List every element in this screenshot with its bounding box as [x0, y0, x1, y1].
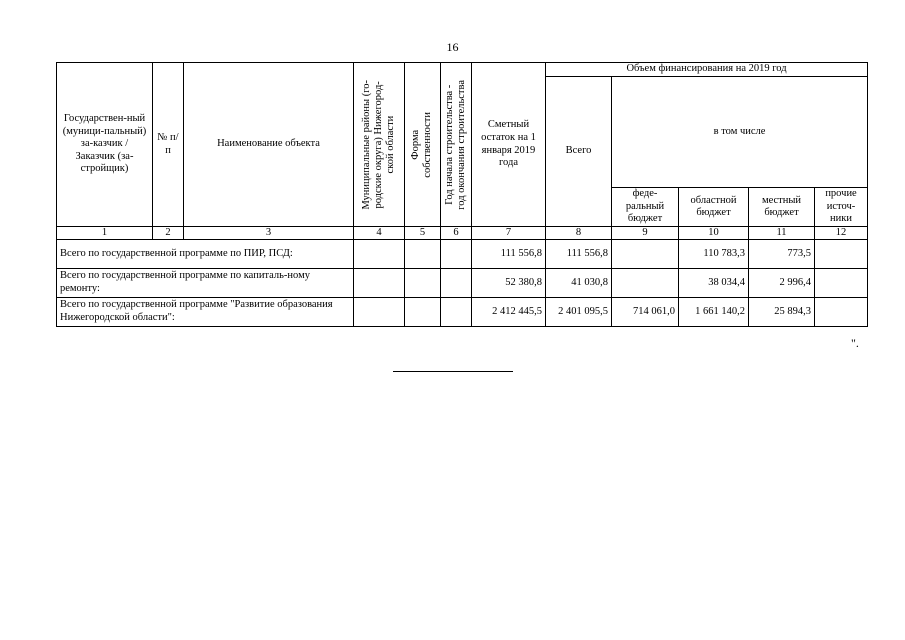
header-other: прочие источ-ники [815, 188, 868, 227]
row-label: Всего по государственной программе по ПИР, ПСД: [57, 240, 354, 269]
header-customer: Государствен-ный (муници-пальный) за-казчик / Заказчик (за-стройщик) [57, 63, 153, 227]
cell-districts [354, 298, 405, 327]
header-federal: феде-ральный бюджет [612, 188, 679, 227]
header-districts [354, 63, 405, 227]
cell-ownership [405, 298, 441, 327]
column-number: 6 [441, 227, 472, 240]
header-funding-group: Объем финансирования на 2019 год [546, 63, 868, 77]
table-row [57, 240, 868, 269]
column-number: 3 [184, 227, 354, 240]
cell-districts [354, 240, 405, 269]
header-local: местный бюджет [749, 188, 815, 227]
header-years-line: Год начала строительства - [443, 84, 455, 205]
cell-districts [354, 269, 405, 298]
header-districts-line: родские округа) Нижегород- [372, 80, 384, 209]
cell-total: 111 556,8 [546, 240, 612, 269]
cell-other [815, 269, 868, 298]
cell-ownership [405, 269, 441, 298]
column-number: 9 [612, 227, 679, 240]
end-divider [393, 371, 513, 372]
cell-regional: 38 034,4 [679, 269, 749, 298]
financing-table [56, 62, 868, 327]
column-number: 10 [679, 227, 749, 240]
header-ownership-line: собственности [422, 111, 434, 178]
cell-federal [612, 240, 679, 269]
cell-ownership [405, 240, 441, 269]
cell-other [815, 298, 868, 327]
cell-balance: 2 412 445,5 [472, 298, 546, 327]
cell-balance: 111 556,8 [472, 240, 546, 269]
header-years-line: год окончания строительства [456, 79, 467, 210]
row-label: Всего по государственной программе "Развитие образования Нижегородской области": [57, 298, 354, 327]
header-years [441, 63, 472, 227]
closing-quote-mark: ". [851, 336, 859, 350]
header-including: в том числе [612, 77, 868, 188]
header-districts-line: Муниципальные районы (го- [360, 79, 372, 210]
header-districts-line: ской области [385, 115, 397, 174]
cell-local: 2 996,4 [749, 269, 815, 298]
cell-local: 25 894,3 [749, 298, 815, 327]
header-regional: областной бюджет [679, 188, 749, 227]
cell-local: 773,5 [749, 240, 815, 269]
column-number-row [57, 227, 868, 240]
cell-years [441, 298, 472, 327]
header-total: Всего [546, 77, 612, 227]
header-num: № п/п [153, 63, 184, 227]
cell-total: 2 401 095,5 [546, 298, 612, 327]
column-number: 8 [546, 227, 612, 240]
column-number: 5 [405, 227, 441, 240]
cell-other [815, 240, 868, 269]
cell-balance: 52 380,8 [472, 269, 546, 298]
cell-total: 41 030,8 [546, 269, 612, 298]
cell-years [441, 240, 472, 269]
cell-regional: 110 783,3 [679, 240, 749, 269]
page-number: 16 [446, 40, 459, 54]
column-number: 4 [354, 227, 405, 240]
header-object-name: Наименование объекта [184, 63, 354, 227]
cell-federal: 714 061,0 [612, 298, 679, 327]
header-balance: Сметный остаток на 1 января 2019 года [472, 63, 546, 227]
row-label: Всего по государственной программе по капиталь-ному ремонту: [57, 269, 354, 298]
header-ownership [405, 63, 441, 227]
column-number: 7 [472, 227, 546, 240]
table-row [57, 269, 868, 298]
cell-years [441, 269, 472, 298]
cell-regional: 1 661 140,2 [679, 298, 749, 327]
table-row [57, 298, 868, 327]
column-number: 12 [815, 227, 868, 240]
column-number: 1 [57, 227, 153, 240]
cell-federal [612, 269, 679, 298]
header-ownership-line: Форма [410, 129, 422, 160]
column-number: 11 [749, 227, 815, 240]
column-number: 2 [153, 227, 184, 240]
